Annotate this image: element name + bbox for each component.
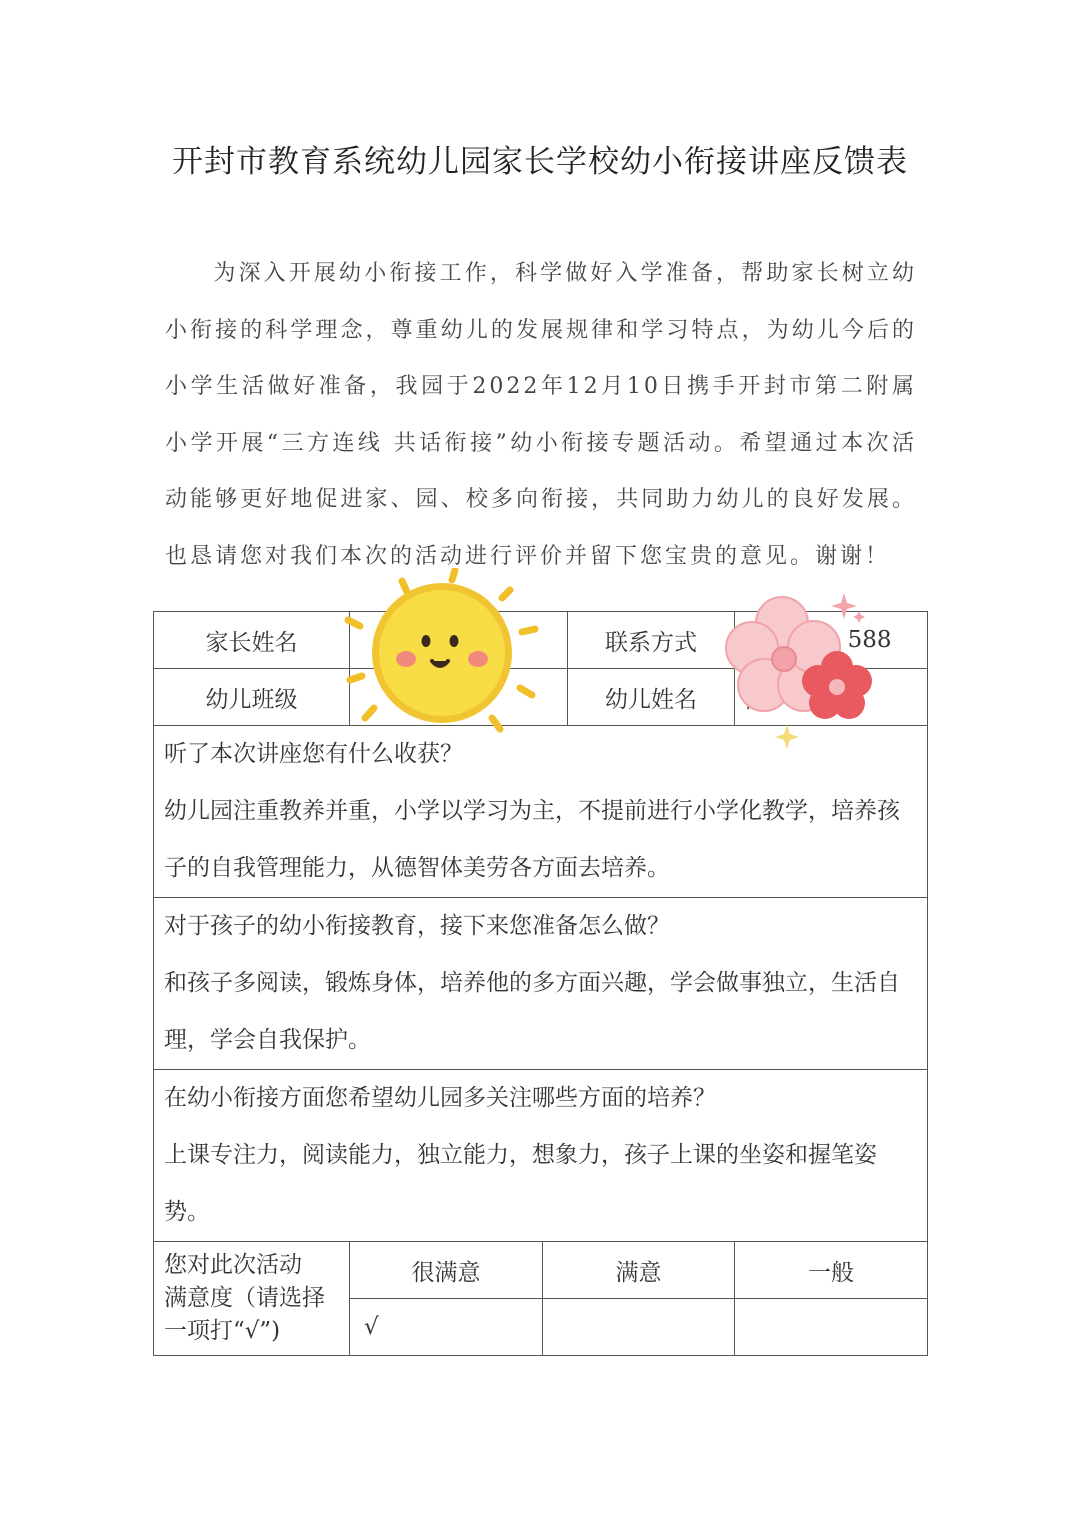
intro-paragraph [165, 246, 917, 585]
form-row-satisfaction-header [154, 1242, 928, 1299]
contact-value-end: 588 [847, 627, 892, 653]
contact-label: 联系方式 [568, 612, 735, 669]
class-label: 幼儿班级 [154, 669, 350, 726]
choice-average[interactable] [735, 1299, 928, 1356]
answer-1[interactable]: 幼儿园注重教养并重，小学以学习为主，不提前进行小学化教学，培养孩子的自我管理能力，从德智体美劳各方面去培养。 [164, 798, 900, 881]
form-row-q3 [154, 1070, 928, 1242]
answer-3[interactable]: 上课专注力，阅读能力，独立能力，想象力，孩子上课的坐姿和握笔姿势。 [164, 1142, 877, 1225]
sun-sticker-icon [332, 568, 552, 738]
question-1: 听了本次讲座您有什么收获？ [164, 741, 463, 767]
intro-text: 为深入开展幼小衔接工作，科学做好入学准备，帮助家长树立幼小衔接的科学理念，尊重幼儿的发展规律和学习特点，为幼儿今后的小学生活做好准备，我园于2022年12月10日携手开封市第二附属小学开展“三方连线 共话衔接”幼小衔接专题活动。希望通过本次活动能够更好地促进家、园、校多向衔接，共同助力幼儿的良好发展。也恳请您对我们本次的活动进行评价并留下您宝贵的意见。谢谢！ [165, 261, 917, 569]
satisfaction-label [154, 1242, 350, 1356]
satisfaction-label-line3: 一项打“√”) [164, 1318, 281, 1344]
option-satisfied: 满意 [543, 1242, 735, 1299]
question-3: 在幼小衔接方面您希望幼儿园多关注哪些方面的培养？ [164, 1085, 716, 1111]
choice-very-satisfied[interactable]: √ [350, 1299, 543, 1356]
form-row-q2 [154, 898, 928, 1070]
form-row-q1 [154, 726, 928, 898]
option-very-satisfied: 很满意 [350, 1242, 543, 1299]
question-block-1 [154, 726, 928, 898]
flower-sticker-icon [712, 585, 887, 750]
satisfaction-label-line1: 您对此次活动 [164, 1252, 302, 1278]
question-block-3 [154, 1070, 928, 1242]
question-block-2 [154, 898, 928, 1070]
answer-2[interactable]: 和孩子多阅读，锻炼身体，培养他的多方面兴趣，学会做事独立，生活自理，学会自我保护。 [164, 970, 900, 1053]
choice-satisfied[interactable] [543, 1299, 735, 1356]
page-title: 开封市教育系统幼儿园家长学校幼小衔接讲座反馈表 [172, 144, 908, 180]
parent-name-label: 家长姓名 [154, 612, 350, 669]
question-2: 对于孩子的幼小衔接教育，接下来您准备怎么做？ [164, 913, 670, 939]
option-average: 一般 [735, 1242, 928, 1299]
satisfaction-label-line2: 满意度（请选择 [164, 1285, 325, 1311]
child-name-label: 幼儿姓名 [568, 669, 735, 726]
